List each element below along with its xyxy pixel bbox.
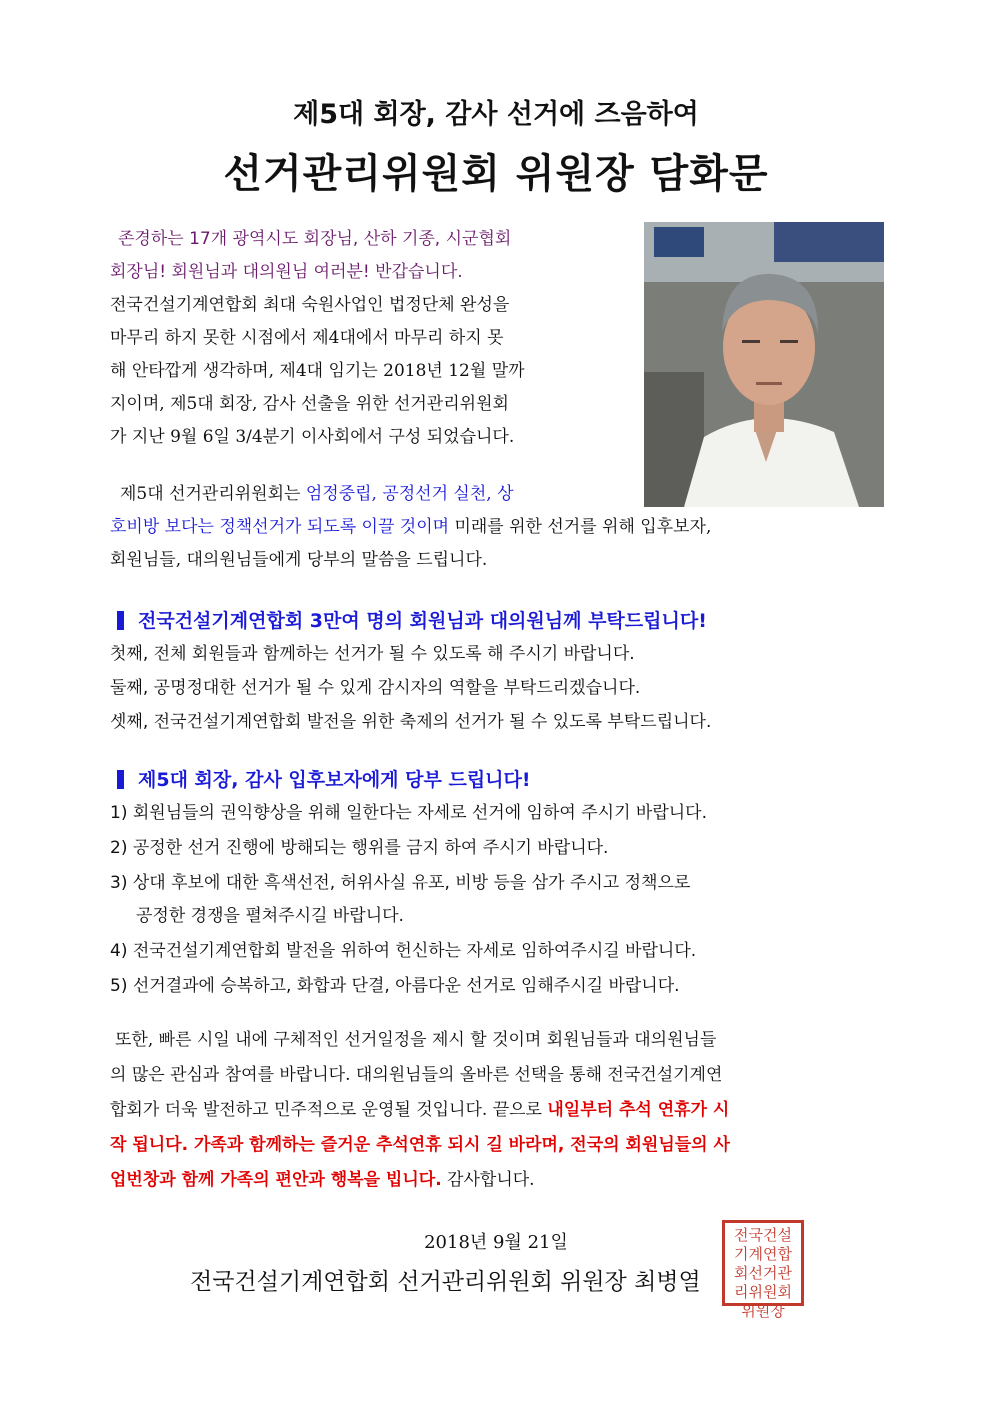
section-heading-text: 전국건설기계연합회 3만여 명의 회원님과 대의원님께 부탁드립니다! <box>138 610 707 632</box>
paragraph-line: 회원님들, 대의원님들에게 당부의 말씀을 드립니다. <box>110 550 488 570</box>
candidate-item: 5) 선거결과에 승복하고, 화합과 단결, 아름다운 선거로 임해주시길 바랍니다. <box>110 976 680 996</box>
paragraph-line: 가 지난 9월 6일 3/4분기 이사회에서 구성 되었습니다. <box>110 427 515 447</box>
candidate-item: 2) 공정한 선거 진행에 방해되는 행위를 금지 하여 주시기 바랍니다. <box>110 838 609 858</box>
document-title: 선거관리위원회 위원장 담화문 <box>223 151 769 197</box>
greeting-line-2: 회장님! 회원님과 대의원님 여러분! 반갑습니다. <box>110 262 463 282</box>
plain-text: 감사합니다. <box>441 1170 535 1190</box>
paragraph-line: 해 안타깝게 생각하며, 제4대 임기는 2018년 12월 말까 <box>110 361 525 381</box>
plain-text: 제5대 선거관리위원회는 <box>120 484 306 504</box>
request-item: 둘째, 공명정대한 선거가 될 수 있게 감시자의 역할을 부탁드리겠습니다. <box>110 678 641 698</box>
candidate-item: 3) 상대 후보에 대한 흑색선전, 허위사실 유포, 비방 등을 삼가 주시고 정책으로 <box>110 873 691 893</box>
chairman-photo <box>644 222 884 507</box>
red-emphasis: 업번창과 함께 가족의 편안과 행복을 빕니다. <box>110 1170 442 1190</box>
stamp-text: 전국건설기계연합회선거관리위원회위원장 <box>734 1226 792 1320</box>
section-heading-text: 제5대 회장, 감사 입후보자에게 당부 드립니다! <box>138 769 531 791</box>
official-seal-stamp <box>722 1220 804 1320</box>
section-heading <box>117 606 707 633</box>
paragraph-line: 지이며, 제5대 회장, 감사 선출을 위한 선거관리위원회 <box>110 394 509 414</box>
request-item: 셋째, 전국건설기계연합회 발전을 위한 축제의 선거가 될 수 있도록 부탁드립니다. <box>110 712 712 732</box>
section-heading <box>117 765 531 792</box>
candidate-item: 4) 전국건설기계연합회 발전을 위하여 헌신하는 자세로 임하여주시길 바랍니다. <box>110 941 697 961</box>
candidate-item: 1) 회원님들의 권익향상을 위해 일한다는 자세로 선거에 임하여 주시기 바랍니다. <box>110 803 707 823</box>
document-subtitle: 제5대 회장, 감사 선거에 즈음하여 <box>293 99 699 130</box>
closing-line: 또한, 빠른 시일 내에 구체적인 선거일정을 제시 할 것이며 회원님들과 대의원님들 <box>115 1030 717 1050</box>
plain-text: 미래를 위한 선거를 위해 입후보자, <box>449 517 712 537</box>
signature-name: 전국건설기계연합회 선거관리위원회 위원장 최병열 <box>190 1269 701 1295</box>
paragraph-line <box>110 519 711 536</box>
closing-line: 의 많은 관심과 참여를 바랍니다. 대의원님들의 올바른 선택을 통해 전국건설기계연 <box>110 1065 723 1085</box>
paragraph-line: 마무리 하지 못한 시점에서 제4대에서 마무리 하지 못 <box>110 328 504 348</box>
closing-line <box>110 1102 729 1119</box>
bullet-bar-icon <box>117 611 124 630</box>
blue-emphasis: 엄정중립, 공정선거 실천, 상 <box>305 484 514 504</box>
portrait-illustration <box>644 222 884 507</box>
blue-emphasis: 호비방 보다는 정책선거가 되도록 이끌 것이며 <box>110 517 450 537</box>
closing-line <box>110 1172 535 1189</box>
plain-text: 합회가 더욱 발전하고 민주적으로 운영될 것입니다. 끝으로 <box>110 1100 548 1120</box>
signature-date: 2018년 9월 21일 <box>424 1232 568 1253</box>
paragraph-line <box>120 486 514 503</box>
red-emphasis: 내일부터 추석 연휴가 시 <box>547 1100 730 1120</box>
request-item: 첫째, 전체 회원들과 함께하는 선거가 될 수 있도록 해 주시기 바랍니다. <box>110 644 635 664</box>
bullet-bar-icon <box>117 770 124 789</box>
candidate-item-continued: 공정한 경쟁을 펼쳐주시길 바랍니다. <box>136 906 404 926</box>
greeting-line-1: 존경하는 17개 광역시도 회장님, 산하 기종, 시군협회 <box>118 229 512 249</box>
paragraph-line: 전국건설기계연합회 최대 숙원사업인 법정단체 완성을 <box>110 295 510 315</box>
closing-line-red: 작 됩니다. 가족과 함께하는 즐거운 추석연휴 되시 길 바라며, 전국의 회원님들의 사 <box>110 1135 730 1155</box>
